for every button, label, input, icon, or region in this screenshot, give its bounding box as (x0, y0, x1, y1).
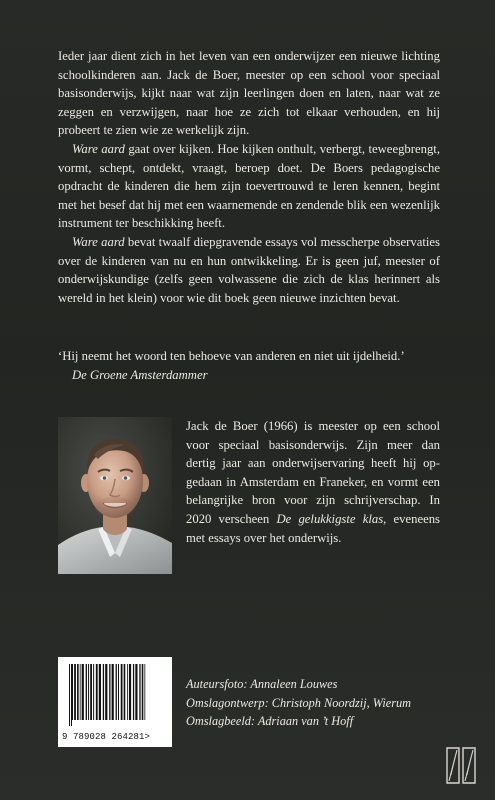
isbn-barcode (58, 657, 172, 747)
publisher-logo (445, 745, 479, 785)
barcode-bar (80, 664, 81, 720)
barcode-bar (116, 664, 117, 720)
blurb-paragraph-3-body: bevat twaalf diepgravende essays vol messcherpe observaties over de kinderen van nu en hun ontwikkeling. Er is geen juf, meester of onderwijskundige (zelfs geen volwassene die zich de klas herinnert als wereld in het klein) voor wie dit boek geen nieuwe inzichten bevat. (58, 234, 440, 305)
barcode-bars (67, 664, 163, 726)
credit-author-photo: Auteursfoto: Annaleen Louwes (186, 677, 338, 691)
barcode-bar (112, 664, 114, 720)
blurb-paragraph-1: Ieder jaar dient zich in het leven van een onderwijzer een nieuwe lichting schoolkinderen aan. Jack de Boer, meester op een school voor speciaal basisonderwijs, kijkt naar wat zijn leerlingen doen en laten, naar wat ze zeggen en verzwijgen, naar hoe ze zich tot elkaar verhouden, en hij probeert te zien wie ze werkelijk zijn. (58, 49, 440, 138)
barcode-bar (103, 664, 104, 720)
barcode-bar (86, 664, 87, 720)
previous-book-title: De gelukkigste klas (276, 511, 384, 526)
barcode-bar (74, 664, 76, 720)
author-bio-text-end: , eveneens met essays over het onderwijs. (186, 511, 440, 545)
barcode-guard-bar (69, 664, 70, 726)
blurb-text (58, 47, 440, 307)
quote-source: De Groene Amsterdammer (72, 367, 208, 382)
book-title-italic: Ware aard (72, 234, 125, 249)
press-quote (58, 347, 453, 384)
credit-cover-design: Omslagontwerp: Christoph Noordzij, Wierum (186, 695, 412, 710)
cover-credits (186, 675, 411, 731)
barcode-bar (72, 664, 73, 720)
barcode-bar (88, 664, 89, 720)
blurb-paragraph-3 (58, 233, 440, 307)
barcode-bar (82, 664, 84, 720)
barcode-bar (135, 664, 137, 720)
author-photo (58, 417, 172, 574)
blurb-paragraph-2-body: gaat over kijken. Hoe kijken onthult, verbergt, teweegbrengt, vormt, schept, ontdekt, vraagt, beroep doet. De Boers pedagogische opdracht de kinderen die hem zijn toevertrouwd te leren kennen, begint met het besef dat hij met een waarnemende en zendende blik een wezenlijk instrument ter beschikking heeft. (58, 141, 440, 231)
barcode-bar (93, 664, 94, 720)
credit-cover-image: Omslagbeeld: Adriaan van ’t Hoff (186, 714, 354, 729)
barcode-bar (121, 664, 123, 720)
barcode-bar (129, 664, 131, 720)
isbn-number (62, 732, 170, 742)
barcode-bar (99, 664, 101, 720)
barcode-bar (142, 664, 144, 720)
barcode-bar (90, 664, 92, 720)
isbn-digits: 9 789028 264281 (62, 732, 145, 742)
author-bio (186, 417, 440, 547)
blurb-paragraph-2 (58, 140, 440, 233)
barcode-guard-bar (71, 664, 72, 726)
barcode-bar (133, 664, 134, 720)
barcode-bar (127, 664, 128, 720)
barcode-bar (139, 664, 140, 720)
isbn-quiet-zone-marker: > (144, 732, 151, 742)
author-bio-text: Jack de Boer (1966) is meester op een school voor speciaal basisonderwijs. Zijn meer dan dertig jaar aan onderwijservaring heeft hij opgedaan in Amsterdam en Franeker, en vormt een belangrijke bron voor zijn schrijverschap. In 2020 verscheen (186, 419, 440, 526)
barcode-bar (109, 664, 110, 720)
barcode-bar (77, 664, 79, 720)
book-title-italic: Ware aard (72, 141, 125, 156)
author-portrait-image (58, 417, 172, 574)
quote-text: ‘Hij neemt het woord ten behoeve van anderen en niet uit ijdelheid.’ (58, 349, 405, 363)
barcode-bar (105, 664, 107, 720)
barcode-bar (124, 664, 126, 720)
barcode-bar (96, 664, 98, 720)
barcode-bar (118, 664, 119, 720)
barcode-bar (144, 664, 145, 720)
